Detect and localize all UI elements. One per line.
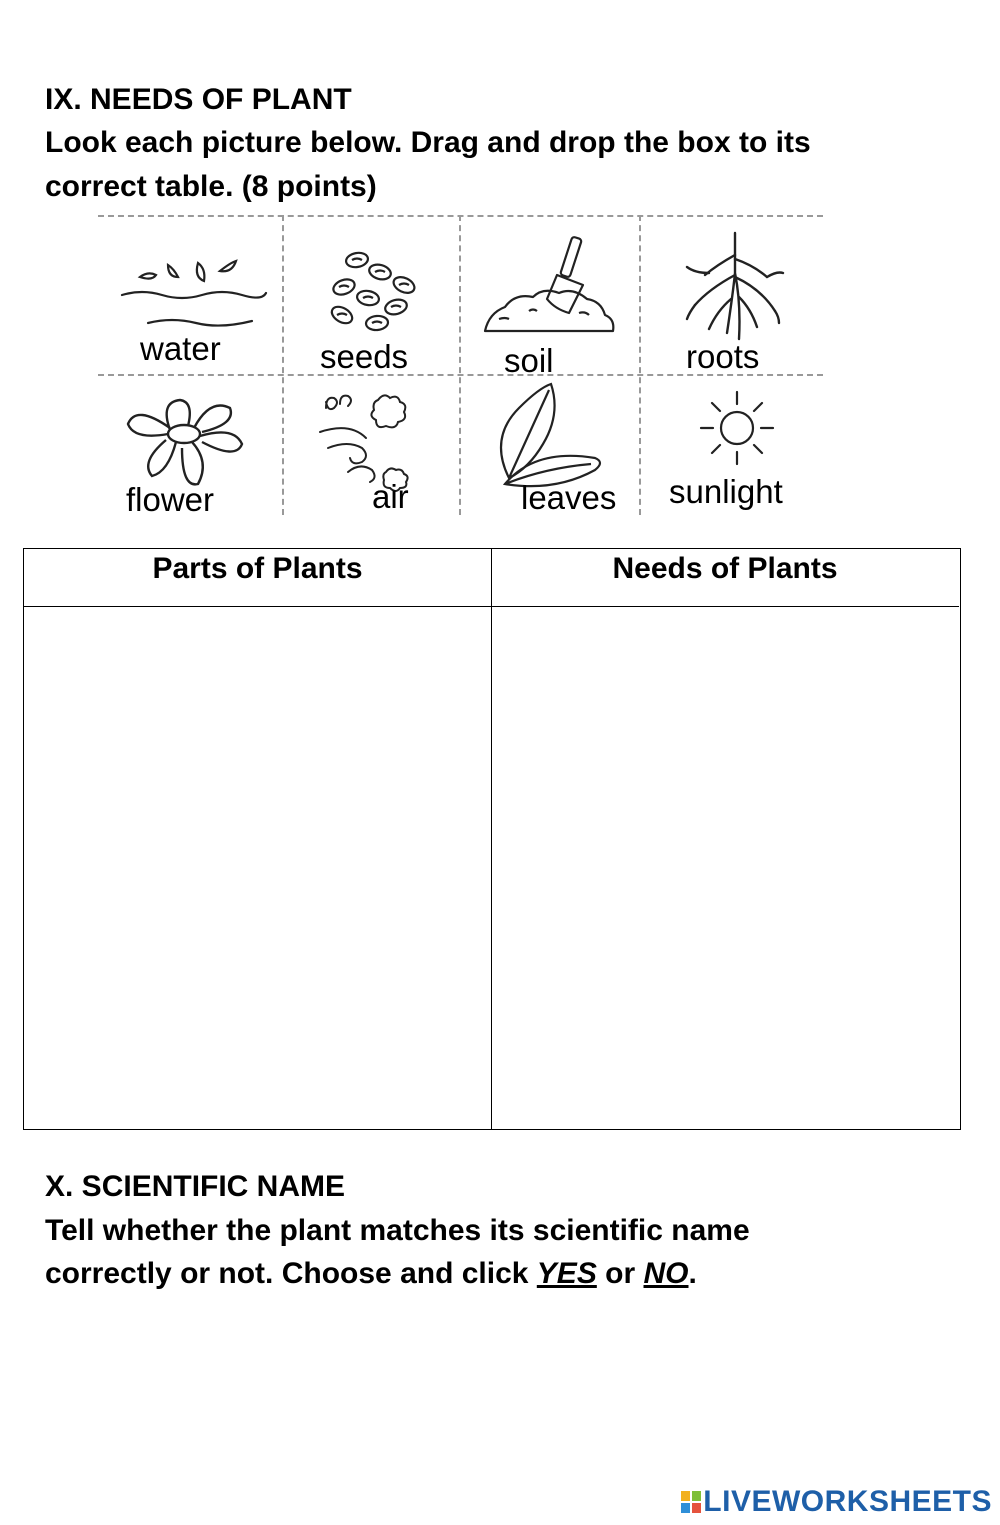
instruction-line: Tell whether the plant matches its scientific name [45,1214,750,1247]
or-word: or [596,1257,644,1290]
drop-zone-needs[interactable] [492,607,959,1129]
column-header-parts: Parts of Plants [24,549,491,607]
card-label: air [372,478,409,515]
card-label: soil [504,342,554,379]
liveworksheets-mark-icon [681,1491,701,1513]
yes-word: YES [536,1257,597,1290]
brand-text: LIVEWORKSHEETS [703,1485,992,1518]
instruction-line: Look each picture below. Drag and drop the box to its [45,126,811,159]
column-header-needs: Needs of Plants [491,549,959,607]
card-flower[interactable] [98,374,282,518]
card-leaves[interactable] [459,374,639,515]
sorting-table [23,548,961,1130]
drop-zone-parts[interactable] [24,607,491,1129]
card-label: roots [686,338,760,375]
section-title: X. SCIENTIFIC NAME [45,1170,346,1203]
card-water[interactable] [98,215,282,374]
air-swirls-icon [282,374,459,515]
picture-cards [98,215,823,518]
card-sunlight[interactable] [639,374,823,515]
instruction-text: correctly or not. Choose and click [45,1257,537,1290]
card-roots[interactable] [639,215,823,374]
card-label: flower [126,481,215,518]
card-label: leaves [521,479,617,516]
instruction-line [45,1252,697,1296]
card-label: seeds [320,338,409,375]
no-word: NO [643,1257,689,1290]
instruction-line: correct table. (8 points) [45,170,377,203]
card-label: water [140,330,221,367]
liveworksheets-logo [681,1485,992,1519]
card-air[interactable] [282,374,459,515]
card-soil[interactable] [459,215,639,379]
period: . [688,1257,697,1290]
card-seeds[interactable] [282,215,459,374]
section-title: IX. NEEDS OF PLANT [45,83,352,116]
card-label: sunlight [669,473,783,510]
